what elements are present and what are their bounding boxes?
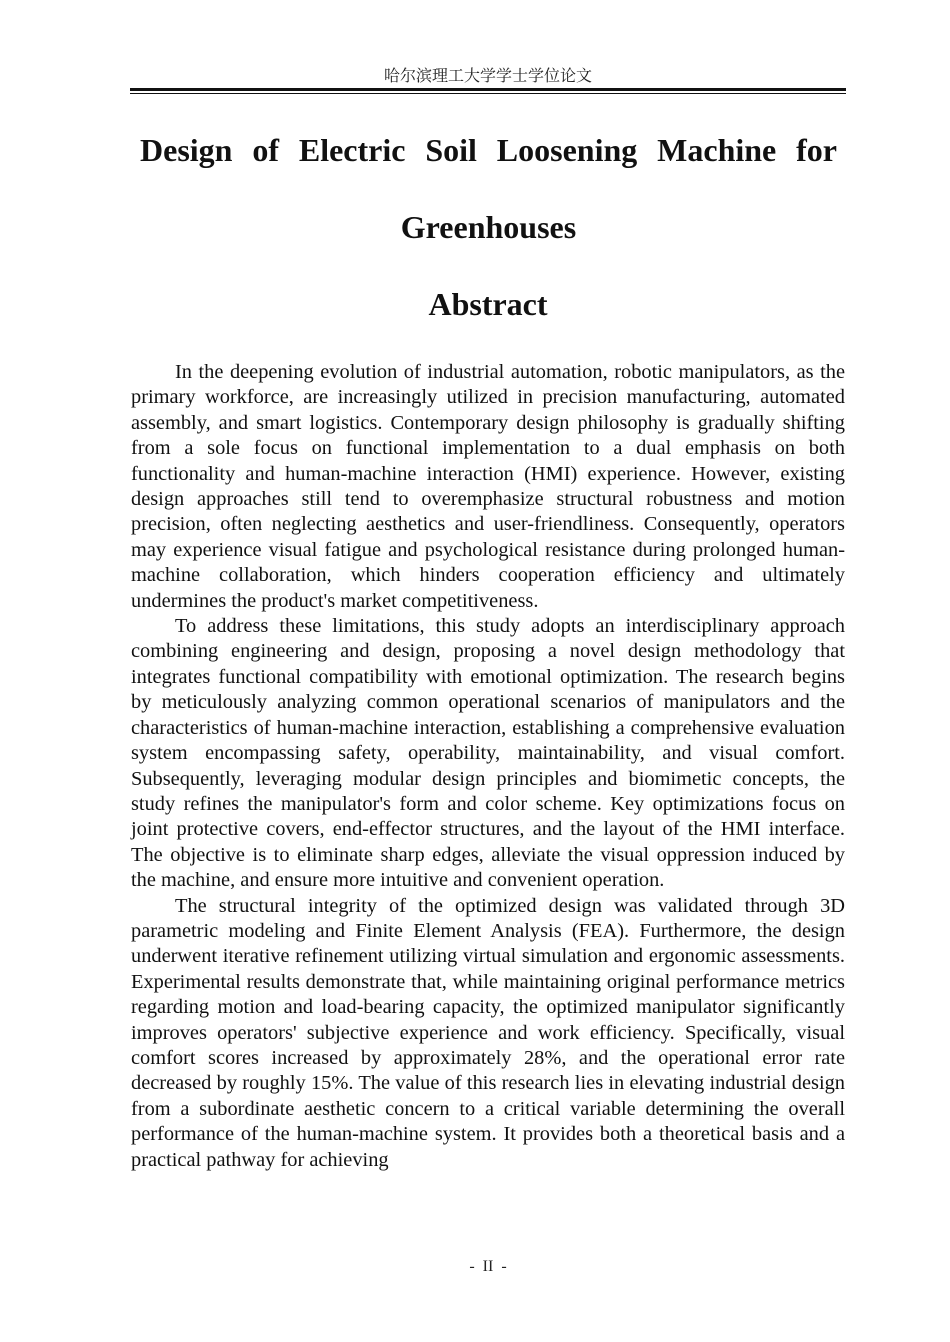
abstract-body [131, 360, 845, 1173]
running-header: 哈尔滨理工大学学士学位论文 [383, 66, 592, 85]
header-rule-thick [130, 88, 846, 91]
thesis-title-line-2: Greenhouses [400, 209, 577, 245]
thesis-title-line-1: Design of Electric Soil Loosening Machine for [140, 132, 837, 168]
header-rule-thin [130, 93, 846, 94]
abstract-paragraph-2: To address these limitations, this study adopts an interdisciplinary approach combining engineering and design, proposing a novel design methodology that integrates functional compatibility with emotional optimization. The research begins by meticulously analyzing common operational scenarios of manipulators and the characteristics of human-machine interaction, establishing a comprehensive evaluation system encompassing safety, operability, maintainability, and visual comfort. Subsequently, leveraging modular design principles and biomimetic concepts, the study refines the manipulator's form and color scheme. Key optimizations focus on joint protective covers, end-effector structures, and the layout of the HMI interface. The objective is to eliminate sharp edges, alleviate the visual oppression induced by the machine, and ensure more intuitive and convenient operation. [131, 615, 845, 892]
abstract-paragraph-3: The structural integrity of the optimized design was validated through 3D parametric modeling and Finite Element Analysis (FEA). Furthermore, the design underwent iterative refinement utilizing virtual simulation and ergonomic assessments. Experimental results demonstrate that, while maintaining original performance metrics regarding motion and load-bearing capacity, the optimized manipulator significantly improves operators' subjective experience and work efficiency. Specifically, visual comfort scores increased by approximately 28%, and the operational error rate decreased by roughly 15%. The value of this research lies in elevating industrial design from a subordinate aesthetic concern to a critical variable determining the overall performance of the human-machine system. It provides both a theoretical basis and a practical pathway for achieving [131, 894, 845, 1171]
page-number: - II - [469, 1258, 507, 1275]
abstract-heading: Abstract [428, 286, 548, 322]
abstract-paragraph-1: In the deepening evolution of industrial automation, robotic manipulators, as the primary workforce, are increasingly utilized in precision manufacturing, automated assembly, and smart logistics. Contemporary design philosophy is gradually shifting from a sole focus on functional implementation to a dual emphasis on both functionality and human-machine interaction (HMI) experience. However, existing design approaches still tend to overemphasize structural robustness and motion precision, often neglecting aesthetics and user-friendliness. Consequently, operators may experience visual fatigue and psychological resistance during prolonged human-machine collaboration, which hinders cooperation efficiency and ultimately undermines the product's market competitiveness. [131, 361, 845, 612]
